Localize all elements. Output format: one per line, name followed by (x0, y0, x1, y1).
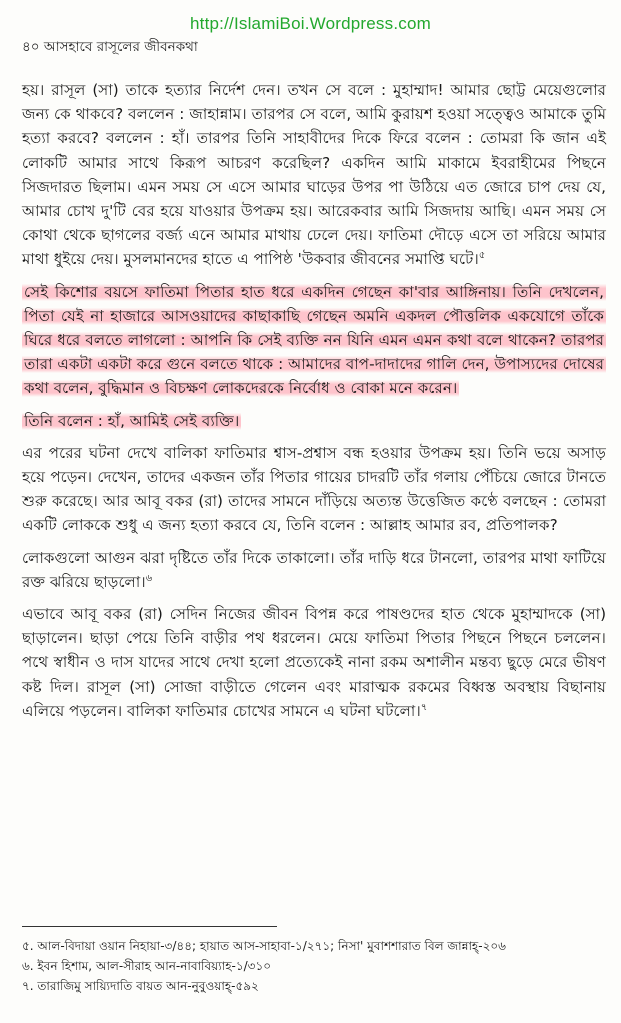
highlighted-text: সেই কিশোর বয়সে ফাতিমা পিতার হাত ধরে একদিন গেছেন কা'বার আঙ্গিনায়। তিনি দেখলেন, পিতা যেই না হাজারে আসওয়াদের কাছাকাছি গেছেন অমনি একদল পৌত্তলিক একযোগে তাঁকে ঘিরে ধরে বলতে লাগলো : আপনি কি সেই ব্যক্তি নন যিনি এমন এমন কথা বলে থাকেন? তারপর তারা একটা একটা করে গুনে বলতে থাকে : আমাদের বাপ-দাদাদের গালি দেন, উপাস্যদের দোষের কথা বলেন, বুদ্ধিমান ও বিচক্ষণ লোকদেরকে নির্বোধ ও বোকা মনে করেন। (24, 282, 604, 398)
footnote-reference: ৭ (420, 701, 428, 713)
footnote-reference: ৬ (145, 572, 153, 584)
paragraph-2-highlighted (22, 280, 606, 401)
book-body (22, 78, 606, 731)
paragraph-5 (22, 546, 606, 594)
footnote-5: ৫. আল-বিদায়া ওয়ান নিহায়া-৩/৪৪; হায়াত আস-সাহাবা-১/২৭১; নিসা' মুবাশশারাত বিল জান্নাহ্-২০৬ (22, 939, 506, 953)
footnote-divider (22, 926, 277, 927)
watermark-url: http://IslamiBoi.Wordpress.com (190, 14, 431, 33)
paragraph-3-highlighted (22, 409, 606, 433)
paragraph-text: এর পরের ঘটনা দেখে বালিকা ফাতিমার শ্বাস-প্রশ্বাস বন্ধ হওয়ার উপক্রম হয়। তিনি ভয়ে অসাড় হয়ে পড়েন। দেখেন, তাদের একজন তাঁর পিতার গায়ের চাদরটি তাঁর গলায় পেঁচিয়ে জোরে টানতে শুরু করেছে। আর আবূ বকর (রা) তাদের সামনে দাঁড়িয়ে অত্যন্ত উত্তেজিত কণ্ঠে বলছেন : তোমরা একটি লোককে শুধু এ জন্য হত্যা করবে যে, তিনি বলেন : আল্লাহ আমার রব, প্রতিপালক? (22, 443, 606, 535)
footnote-7: ৭. তারাজিমু সায়্যিদাতি বায়ত আন-নুবুওয়াহ্-৫৯২ (22, 979, 259, 993)
footnote-reference: ৫ (478, 250, 486, 262)
paragraph-text: এভাবে আবূ বকর (রা) সেদিন নিজের জীবন বিপন্ন করে পাষণ্ডদের হাত থেকে মুহাম্মাদকে (সা) ছাড়ালেন। ছাড়া পেয়ে তিনি বাড়ীর পথ ধরলেন। মেয়ে ফাতিমা পিতার পিছনে পিছনে চললেন। পথে স্বাধীন ও দাস যাদের সাথে দেখা হলো প্রত্যেকেই নানা রকম অশালীন মন্তব্য ছুড়ে মেরে ভীষণ কষ্ট দিল। রাসূল (সা) সোজা বাড়ীতে গেলেন এবং মারাত্মক রকমের বিধ্বস্ত অবস্থায় বিছানায় এলিয়ে পড়লেন। বালিকা ফাতিমার চোখের সামনে এ ঘটনা ঘটলো। (22, 605, 606, 720)
paragraph-text: হয়। রাসূল (সা) তাকে হত্যার নির্দেশ দেন। তখন সে বলে : মুহাম্মাদ! আমার ছোট্ট মেয়েগুলোর জন্য কে থাকবে? বললেন : জাহান্নাম। তারপর সে বলে, আমি কুরায়শ হওয়া সত্ত্বেও আমাকে তুমি হত্যা করবে? বললেন : হাঁ। তারপর তিনি সাহাবীদের দিকে ফিরে বলেন : তোমরা কি জান এই লোকটি আমার সাথে কিরূপ আচরণ করেছিল? একদিন আমি মাকামে ইবরাহীমের পিছনে সিজদারত ছিলাম। এমন সময় সে এসে আমার ঘাড়ের উপর পা উঠিয়ে এত জোরে চাপ দেয় যে, আমার চোখ দু'টি বের হয়ে যাওয়ার উপক্রম হয়। আরেকবার আমি সিজদায় আছি। এমন সময় সে কোথা থেকে ছাগলের বর্জ্য এনে আমার মাথায় ঢেলে দেয়। ফাতিমা দৌড়ে এসে তা সরিয়ে আমার মাথা ধুইয়ে দেয়। মুসলমানদের হাতে এ পাপিষ্ঠ 'উকবার জীবনের সমাপ্তি ঘটে। (22, 81, 606, 269)
highlighted-text: তিনি বলেন : হাঁ, আমিই সেই ব্যক্তি। (24, 411, 240, 430)
paragraph-1 (22, 78, 606, 272)
paragraph-text: লোকগুলো আগুন ঝরা দৃষ্টিতে তাঁর দিকে তাকালো। তাঁর দাড়ি ধরে টানলো, তারপর মাথা ফাটিয়ে রক্ত ঝরিয়ে ছাড়লো। (22, 548, 606, 591)
paragraph-6 (22, 602, 606, 723)
footnotes (22, 936, 606, 996)
footnote-6: ৬. ইবন হিশাম, আল-সীরাহ আন-নাবাবিয়্যাহ-১/৩১০ (22, 959, 272, 973)
paragraph-4 (22, 441, 606, 538)
page-header: ৪০ আসহাবে রাসূলের জীবনকথা (22, 39, 198, 55)
